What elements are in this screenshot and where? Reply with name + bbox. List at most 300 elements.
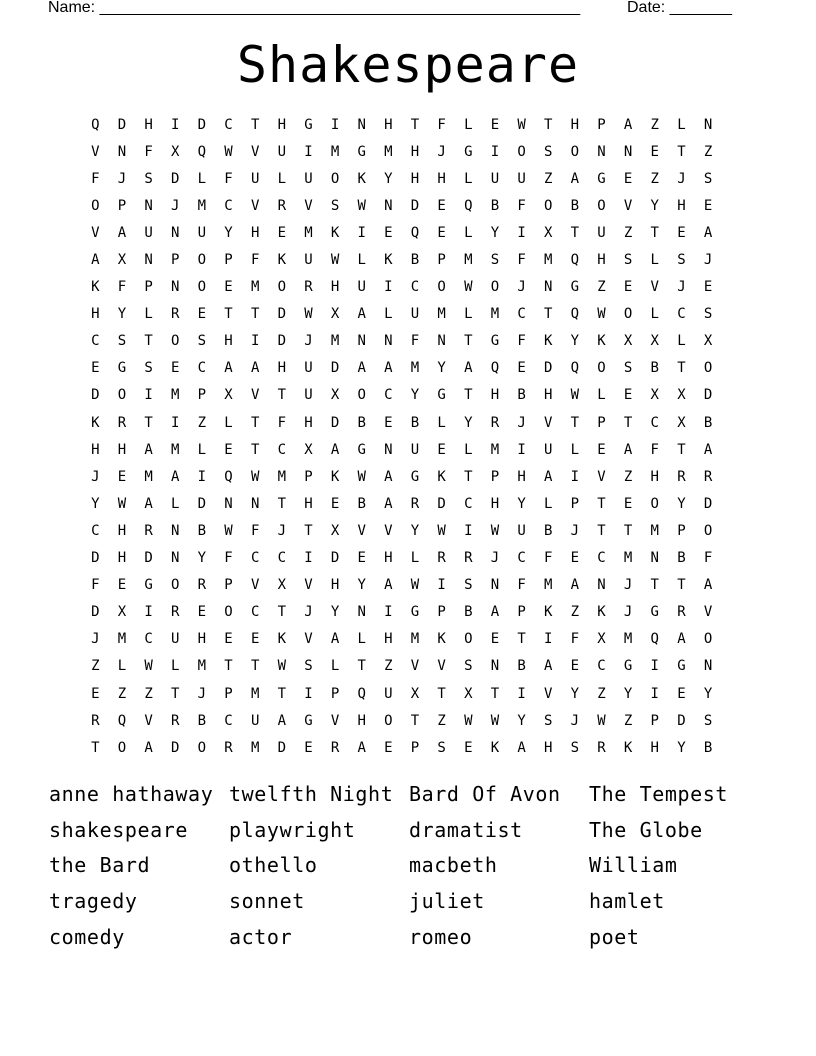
grid-letter: P — [490, 468, 500, 485]
grid-letter: M — [384, 143, 393, 160]
grid-letter: V — [91, 224, 100, 241]
grid-letter: C — [464, 495, 473, 512]
grid-letter: X — [117, 604, 127, 621]
grid-letter: G — [304, 116, 313, 133]
grid-letter: J — [197, 685, 207, 702]
grid-letter: F — [703, 550, 713, 567]
header — [48, 0, 748, 18]
grid-letter: Y — [464, 414, 473, 431]
grid-letter: Z — [437, 712, 446, 729]
grid-letter: E — [437, 197, 446, 214]
grid-letter: A — [91, 252, 100, 269]
grid-letter: V — [144, 712, 153, 729]
grid-letter: M — [250, 279, 260, 296]
grid-letter: K — [597, 604, 606, 621]
grid-letter: K — [543, 604, 553, 621]
grid-letter: L — [597, 387, 606, 404]
grid-letter: Z — [650, 116, 659, 133]
grid-letter: V — [597, 468, 606, 485]
grid-letter: X — [650, 387, 659, 404]
grid-letter: B — [410, 252, 420, 269]
grid-letter: F — [224, 170, 233, 187]
grid-letter: Z — [384, 658, 393, 675]
grid-letter: O — [330, 170, 340, 187]
grid-letter: N — [703, 116, 713, 133]
grid-letter: R — [91, 712, 100, 729]
grid-letter: W — [597, 712, 606, 729]
grid-letter: S — [330, 197, 340, 214]
grid-letter: Y — [91, 495, 100, 512]
grid-letter: T — [277, 685, 287, 702]
grid-letter: F — [517, 577, 526, 594]
grid-letter: I — [650, 658, 659, 675]
grid-letter: T — [250, 306, 260, 323]
grid-letter: Q — [197, 143, 207, 160]
grid-letter: T — [144, 414, 153, 431]
grid-letter: T — [490, 685, 500, 702]
grid-letter: W — [437, 522, 446, 539]
grid-letter: H — [517, 468, 526, 485]
grid-letter: A — [703, 224, 713, 241]
grid-letter: E — [623, 170, 633, 187]
grid-letter: E — [197, 604, 207, 621]
grid-letter: E — [117, 468, 127, 485]
grid-letter: T — [144, 333, 153, 350]
grid-letter: W — [464, 712, 473, 729]
grid-letter: U — [490, 170, 500, 187]
grid-letter: T — [464, 387, 473, 404]
grid-letter: I — [304, 685, 313, 702]
grid-letter: V — [623, 197, 633, 214]
grid-letter: L — [330, 658, 340, 675]
grid-letter: P — [597, 414, 606, 431]
grid-letter: B — [197, 522, 207, 539]
grid-letter: L — [357, 252, 366, 269]
grid-letter: W — [357, 468, 366, 485]
grid-letter: I — [304, 550, 313, 567]
grid-letter: C — [677, 306, 686, 323]
grid-letter: J — [117, 170, 127, 187]
grid-letter: Z — [197, 414, 207, 431]
grid-letter: Z — [703, 143, 713, 160]
grid-letter: B — [410, 414, 420, 431]
grid-letter: L — [570, 441, 580, 458]
grid-letter: L — [464, 116, 473, 133]
grid-letter: Y — [517, 712, 526, 729]
grid-letter: T — [677, 441, 686, 458]
grid-letter: Q — [570, 252, 580, 269]
grid-letter: X — [330, 387, 340, 404]
grid-letter: T — [250, 414, 260, 431]
grid-letter: D — [197, 495, 207, 512]
grid-letter: P — [224, 685, 233, 702]
grid-letter: I — [384, 279, 393, 296]
grid-letter: X — [623, 333, 633, 350]
grid-letter: H — [197, 631, 207, 648]
grid-letter: A — [357, 739, 366, 756]
grid-letter: X — [171, 143, 180, 160]
grid-letter: J — [517, 279, 526, 296]
grid-letter: L — [437, 414, 446, 431]
grid-letter: S — [703, 306, 713, 323]
grid-letter: N — [250, 495, 260, 512]
grid-letter: D — [91, 387, 100, 404]
grid-letter: R — [437, 550, 446, 567]
grid-letter: H — [677, 197, 686, 214]
grid-letter: A — [543, 658, 553, 675]
grid-letter: Y — [677, 739, 686, 756]
grid-letter: J — [171, 197, 180, 214]
grid-letter: Q — [91, 116, 100, 133]
grid-letter: X — [464, 685, 473, 702]
grid-letter: E — [357, 550, 366, 567]
grid-letter: H — [490, 387, 500, 404]
grid-letter: V — [304, 631, 313, 648]
grid-letter: C — [384, 387, 393, 404]
grid-letter: L — [277, 170, 287, 187]
grid-letter: E — [384, 224, 393, 241]
grid-letter: F — [224, 550, 233, 567]
grid-letter: B — [517, 387, 526, 404]
grid-letter: H — [650, 739, 659, 756]
grid-letter: Z — [144, 685, 153, 702]
grid-letter: L — [650, 306, 659, 323]
grid-letter: K — [330, 224, 340, 241]
grid-letter: F — [250, 252, 260, 269]
grid-letter: Y — [437, 360, 446, 377]
grid-letter: Y — [703, 685, 713, 702]
grid-letter: T — [250, 658, 260, 675]
grid-letter: F — [91, 170, 100, 187]
grid-letter: S — [623, 252, 633, 269]
grid-letter: F — [437, 116, 446, 133]
grid-letter: L — [384, 306, 393, 323]
grid-letter: E — [437, 441, 446, 458]
grid-letter: C — [597, 550, 606, 567]
grid-letter: M — [250, 685, 260, 702]
grid-letter: O — [623, 306, 633, 323]
grid-letter: V — [304, 577, 313, 594]
grid-letter: Z — [623, 468, 633, 485]
word-list-item: dramatist — [409, 817, 523, 842]
grid-letter: P — [117, 197, 127, 214]
grid-letter: M — [330, 143, 340, 160]
grid-letter: W — [597, 306, 606, 323]
word-list-item: poet — [589, 925, 640, 950]
grid-letter: O — [543, 197, 553, 214]
grid-letter: K — [330, 468, 340, 485]
grid-letter: Y — [517, 495, 526, 512]
grid-letter: W — [117, 495, 127, 512]
grid-letter: E — [703, 279, 713, 296]
grid-letter: U — [197, 224, 207, 241]
grid-letter: H — [117, 441, 127, 458]
grid-letter: L — [464, 306, 473, 323]
grid-letter: Q — [650, 631, 659, 648]
grid-letter: J — [490, 550, 500, 567]
grid-letter: D — [330, 550, 340, 567]
grid-letter: S — [703, 712, 713, 729]
grid-letter: F — [517, 252, 526, 269]
grid-letter: N — [357, 116, 366, 133]
grid-letter: P — [570, 495, 580, 512]
grid-letter: T — [464, 468, 473, 485]
word-list-item: twelfth Night — [229, 781, 394, 806]
grid-letter: A — [623, 441, 633, 458]
grid-letter: J — [623, 577, 633, 594]
grid-letter: D — [277, 306, 287, 323]
grid-letter: M — [171, 441, 180, 458]
grid-letter: M — [197, 658, 207, 675]
grid-letter: O — [357, 387, 366, 404]
grid-letter: W — [144, 658, 153, 675]
grid-letter: I — [517, 224, 526, 241]
grid-letter: K — [91, 279, 100, 296]
grid-letter: H — [384, 116, 393, 133]
grid-letter: H — [250, 224, 260, 241]
grid-letter: D — [117, 116, 127, 133]
grid-letter: A — [464, 360, 473, 377]
grid-letter: J — [570, 522, 580, 539]
grid-letter: H — [304, 414, 313, 431]
grid-letter: J — [437, 143, 446, 160]
grid-letter: N — [490, 577, 500, 594]
grid-letter: V — [250, 197, 260, 214]
grid-letter: U — [304, 252, 313, 269]
grid-letter: A — [384, 495, 393, 512]
grid-letter: I — [650, 685, 659, 702]
grid-letter: Y — [330, 604, 340, 621]
grid-letter: A — [330, 631, 340, 648]
grid-letter: G — [597, 170, 606, 187]
grid-letter: N — [144, 252, 153, 269]
grid-letter: V — [543, 414, 553, 431]
grid-letter: C — [650, 414, 659, 431]
grid-letter: U — [597, 224, 606, 241]
grid-letter: M — [437, 306, 446, 323]
grid-letter: V — [410, 658, 420, 675]
grid-letter: E — [703, 197, 713, 214]
grid-letter: D — [144, 550, 153, 567]
word-list-item: hamlet — [589, 889, 665, 914]
grid-letter: E — [91, 685, 100, 702]
grid-letter: I — [144, 387, 153, 404]
grid-letter: H — [543, 739, 553, 756]
grid-letter: H — [597, 252, 606, 269]
word-list-item: anne hathaway — [49, 781, 214, 806]
grid-letter: A — [570, 170, 580, 187]
grid-letter: O — [517, 143, 526, 160]
grid-letter: R — [197, 577, 207, 594]
grid-letter: F — [517, 333, 526, 350]
word-list-item: shakespeare — [49, 817, 189, 842]
grid-letter: N — [384, 441, 393, 458]
puzzle-grid — [82, 111, 721, 761]
grid-letter: P — [410, 739, 420, 756]
grid-letter: H — [650, 468, 659, 485]
grid-letter: C — [224, 116, 233, 133]
grid-letter: Q — [117, 712, 127, 729]
grid-letter: G — [304, 712, 313, 729]
grid-letter: C — [224, 197, 233, 214]
grid-letter: M — [304, 224, 313, 241]
grid-letter: S — [543, 143, 553, 160]
grid-letter: R — [330, 739, 340, 756]
grid-letter: A — [570, 577, 580, 594]
grid-letter: P — [224, 252, 233, 269]
grid-letter: J — [703, 252, 713, 269]
grid-letter: M — [490, 441, 500, 458]
grid-letter: D — [171, 170, 180, 187]
grid-letter: Y — [197, 550, 207, 567]
grid-letter: S — [464, 577, 473, 594]
grid-letter: Q — [357, 685, 366, 702]
grid-letter: X — [410, 685, 420, 702]
grid-letter: T — [677, 577, 686, 594]
grid-letter: J — [277, 522, 287, 539]
grid-letter: T — [250, 116, 260, 133]
grid-letter: O — [703, 360, 713, 377]
grid-letter: H — [384, 631, 393, 648]
grid-letter: U — [384, 685, 393, 702]
grid-letter: F — [250, 522, 260, 539]
word-list-item: juliet — [409, 889, 485, 914]
grid-letter: G — [437, 387, 446, 404]
grid-letter: M — [277, 468, 287, 485]
grid-letter: P — [437, 252, 446, 269]
grid-letter: W — [570, 387, 580, 404]
grid-letter: M — [623, 631, 633, 648]
grid-letter: U — [277, 143, 287, 160]
grid-letter: O — [91, 197, 100, 214]
grid-letter: M — [490, 306, 500, 323]
grid-letter: M — [410, 360, 420, 377]
grid-letter: V — [250, 387, 260, 404]
grid-letter: E — [623, 387, 633, 404]
grid-letter: R — [490, 414, 500, 431]
grid-letter: K — [490, 739, 500, 756]
grid-letter: Y — [570, 685, 580, 702]
grid-letter: W — [517, 116, 526, 133]
grid-letter: U — [543, 441, 553, 458]
grid-letter: A — [543, 468, 553, 485]
grid-letter: A — [490, 604, 500, 621]
grid-letter: E — [464, 739, 473, 756]
grid-letter: H — [543, 387, 553, 404]
grid-letter: E — [517, 360, 526, 377]
grid-letter: H — [570, 116, 580, 133]
grid-letter: I — [330, 116, 340, 133]
grid-letter: D — [91, 550, 100, 567]
grid-letter: U — [304, 170, 313, 187]
grid-letter: Z — [91, 658, 100, 675]
grid-letter: K — [277, 252, 287, 269]
grid-letter: A — [144, 739, 153, 756]
grid-letter: N — [224, 495, 233, 512]
grid-letter: Y — [623, 685, 633, 702]
grid-letter: H — [277, 116, 287, 133]
grid-letter: G — [357, 441, 366, 458]
grid-letter: M — [117, 631, 127, 648]
grid-letter: B — [677, 550, 686, 567]
grid-letter: P — [517, 604, 526, 621]
grid-letter: I — [384, 604, 393, 621]
grid-letter: E — [224, 631, 233, 648]
grid-letter: G — [117, 360, 127, 377]
grid-letter: H — [117, 522, 127, 539]
grid-letter: A — [384, 577, 393, 594]
grid-letter: T — [570, 224, 580, 241]
grid-letter: X — [304, 441, 313, 458]
grid-letter: M — [650, 522, 659, 539]
grid-letter: G — [357, 143, 366, 160]
grid-letter: S — [437, 739, 446, 756]
grid-letter: F — [117, 279, 127, 296]
grid-letter: C — [197, 360, 207, 377]
grid-letter: H — [330, 279, 340, 296]
grid-letter: Y — [650, 197, 659, 214]
grid-letter: C — [91, 522, 100, 539]
grid-letter: O — [597, 197, 606, 214]
grid-letter: R — [171, 712, 180, 729]
grid-letter: A — [384, 468, 393, 485]
grid-letter: L — [171, 495, 180, 512]
grid-letter: V — [250, 143, 260, 160]
grid-letter: H — [277, 360, 287, 377]
grid-letter: Y — [224, 224, 233, 241]
grid-letter: N — [357, 604, 366, 621]
grid-letter: N — [117, 143, 127, 160]
grid-letter: K — [277, 631, 287, 648]
grid-letter: N — [384, 197, 393, 214]
grid-letter: X — [543, 224, 553, 241]
grid-letter: A — [517, 739, 526, 756]
grid-letter: W — [224, 143, 233, 160]
grid-letter: K — [357, 170, 366, 187]
word-list-item: othello — [229, 853, 318, 878]
grid-letter: L — [197, 441, 207, 458]
grid-letter: L — [197, 170, 207, 187]
grid-letter: E — [623, 279, 633, 296]
grid-letter: G — [570, 279, 580, 296]
grid-letter: C — [250, 550, 260, 567]
grid-letter: Q — [570, 360, 580, 377]
grid-letter: R — [464, 550, 473, 567]
grid-letter: T — [543, 116, 553, 133]
grid-letter: E — [171, 360, 180, 377]
grid-letter: L — [144, 306, 153, 323]
grid-letter: E — [250, 631, 260, 648]
grid-letter: D — [277, 739, 287, 756]
grid-letter: R — [304, 279, 313, 296]
grid-letter: T — [224, 306, 233, 323]
grid-letter: A — [677, 631, 686, 648]
word-list-item: Bard Of Avon — [409, 781, 561, 806]
word-list-item: The Tempest — [589, 781, 729, 806]
grid-letter: F — [91, 577, 100, 594]
grid-letter: S — [623, 360, 633, 377]
grid-letter: T — [171, 685, 180, 702]
grid-letter: Y — [357, 577, 366, 594]
grid-letter: U — [517, 522, 526, 539]
grid-letter: E — [197, 306, 207, 323]
grid-letter: P — [677, 522, 686, 539]
grid-letter: U — [144, 224, 153, 241]
grid-letter: F — [570, 631, 580, 648]
grid-letter: E — [384, 739, 393, 756]
grid-letter: C — [597, 658, 606, 675]
grid-letter: F — [650, 441, 659, 458]
